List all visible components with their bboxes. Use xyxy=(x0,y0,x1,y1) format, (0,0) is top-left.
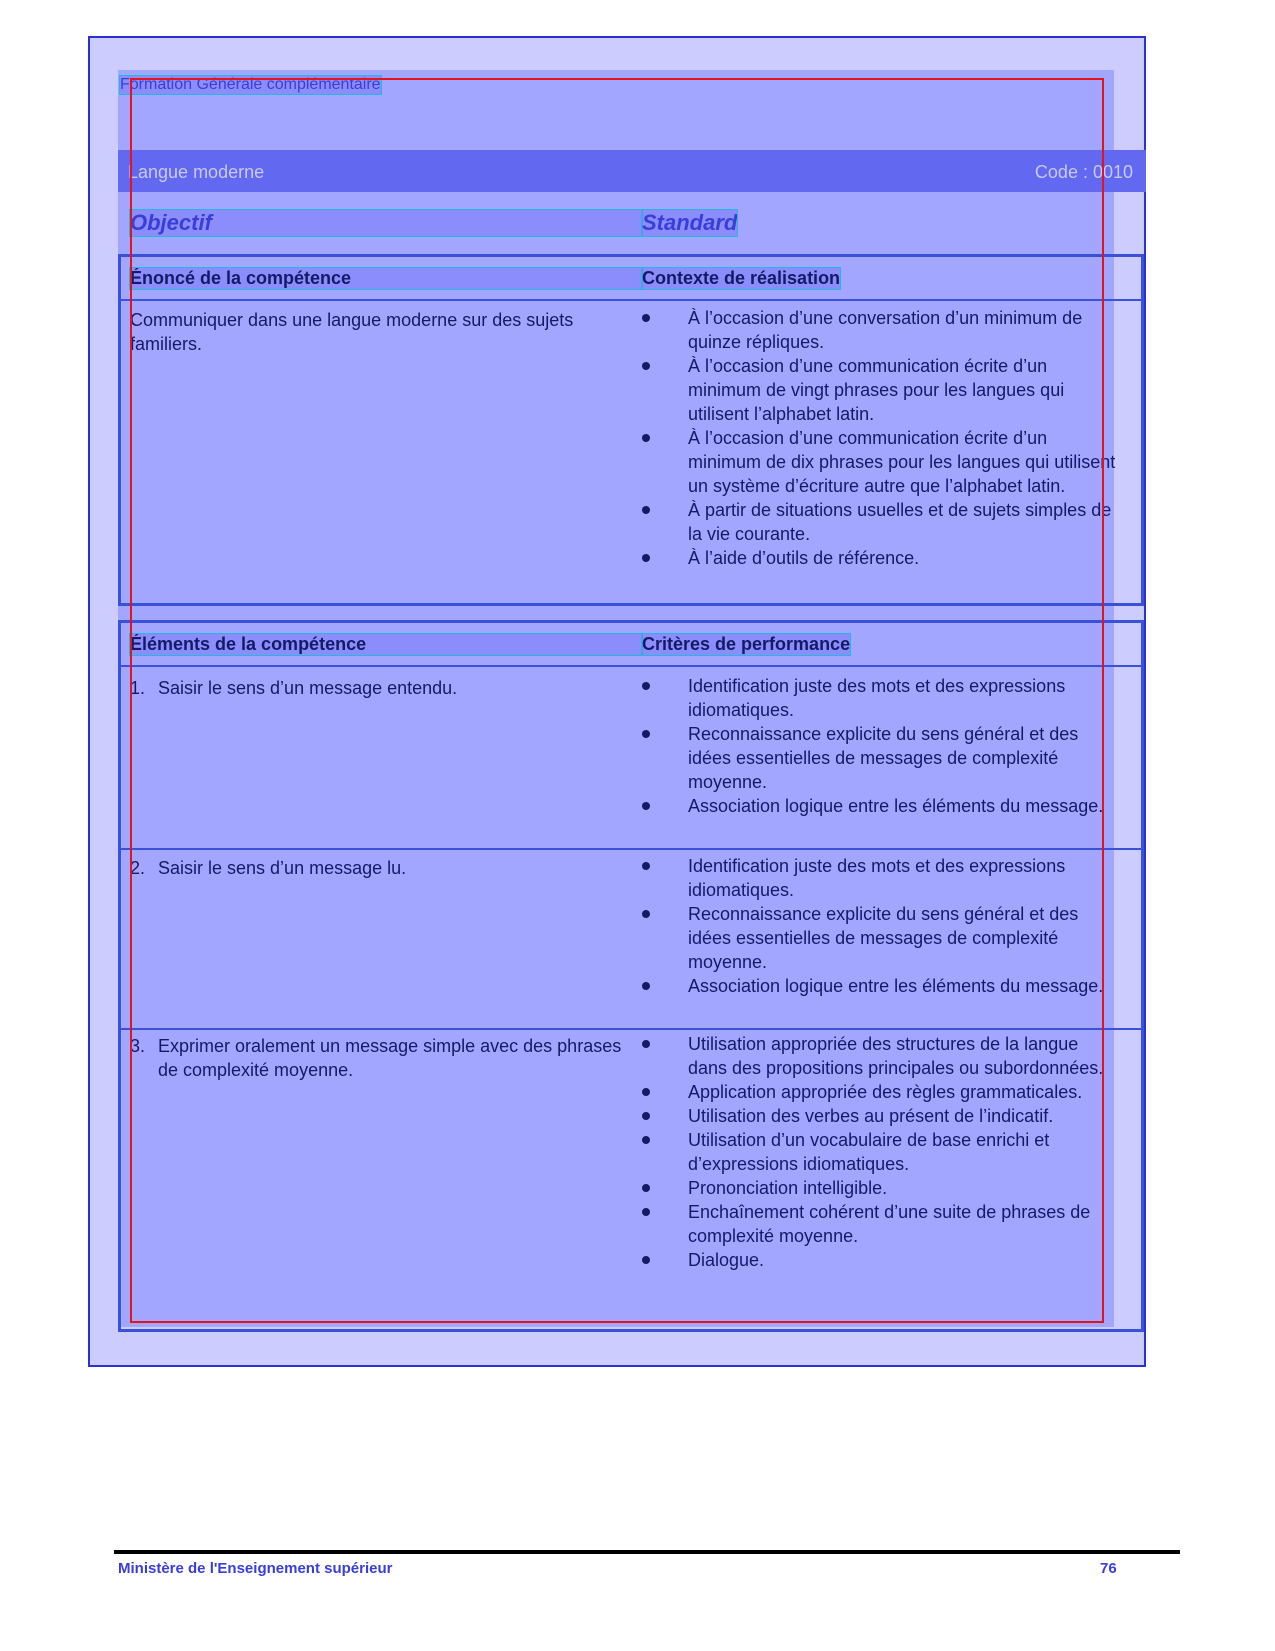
list-item: À l’occasion d’une communication écrite d’un minimum de dix phrases pour les langues qui utilisent un système d’écriture autre que l’alphabet latin. xyxy=(642,426,1122,498)
element-row-2: 2. Saisir le sens d’un message lu. xyxy=(130,858,407,878)
bullet-icon xyxy=(642,314,650,322)
list-item: Prononciation intelligible. xyxy=(642,1176,1122,1200)
bullet-icon xyxy=(642,730,650,738)
bullet-icon xyxy=(642,1040,650,1048)
bullet-icon xyxy=(642,506,650,514)
table-divider xyxy=(121,1028,1141,1030)
page-number: 76 xyxy=(1100,1560,1117,1577)
standard-heading: Standard xyxy=(642,210,738,235)
list-item: Application appropriée des règles grammaticales. xyxy=(642,1080,1122,1104)
bullet-icon xyxy=(642,1136,650,1144)
bullet-icon xyxy=(642,1088,650,1096)
bullet-icon xyxy=(642,910,650,918)
list-item: À partir de situations usuelles et de sujets simples de la vie courante. xyxy=(642,498,1122,546)
bullet-icon xyxy=(642,362,650,370)
title-band xyxy=(118,150,1146,192)
list-item: Dialogue. xyxy=(642,1248,1122,1272)
table-divider xyxy=(121,848,1141,850)
bullet-icon xyxy=(642,1256,650,1264)
course-code: Code : 0010 xyxy=(1034,162,1133,182)
list-item: Identification juste des mots et des expressions idiomatiques. xyxy=(642,854,1122,902)
bullet-icon xyxy=(642,682,650,690)
criteria-list xyxy=(642,674,1122,818)
enonce-text: Communiquer dans une langue moderne sur des sujets familiers. xyxy=(130,310,574,354)
contexte-list xyxy=(642,306,1122,570)
contexte-heading: Contexte de réalisation xyxy=(642,268,841,288)
element-row-3: 3. Exprimer oralement un message simple avec des phrases de complexité moyenne. xyxy=(130,1036,622,1080)
list-item: Identification juste des mots et des expressions idiomatiques. xyxy=(642,674,1122,722)
bullet-icon xyxy=(642,1208,650,1216)
list-item: Association logique entre les éléments du message. xyxy=(642,974,1122,998)
list-item: Utilisation d’un vocabulaire de base enrichi et d’expressions idiomatiques. xyxy=(642,1128,1122,1176)
criteria-list xyxy=(642,854,1122,998)
bullet-icon xyxy=(642,862,650,870)
list-item: Association logique entre les éléments du message. xyxy=(642,794,1122,818)
footer-ministry: Ministère de l'Enseignement supérieur xyxy=(118,1560,393,1577)
course-name: Langue moderne xyxy=(128,162,265,182)
elements-heading: Éléments de la compétence xyxy=(130,634,642,655)
list-item: À l’occasion d’une conversation d’un minimum de quinze répliques. xyxy=(642,306,1122,354)
list-item: À l’aide d’outils de référence. xyxy=(642,546,1122,570)
bullet-icon xyxy=(642,1184,650,1192)
element-row-1: 1. Saisir le sens d’un message entendu. xyxy=(130,678,458,698)
table-divider xyxy=(121,665,1141,667)
footer-rule xyxy=(114,1550,1180,1554)
bullet-icon xyxy=(642,802,650,810)
list-item: Utilisation appropriée des structures de la langue dans des propositions principales ou subordonnées. xyxy=(642,1032,1122,1080)
criteres-heading: Critères de performance xyxy=(642,634,851,654)
table-divider xyxy=(121,299,1141,301)
objectif-heading: Objectif xyxy=(130,210,642,236)
enonce-heading: Énoncé de la compétence xyxy=(130,268,642,289)
list-item: Enchaînement cohérent d’une suite de phrases de complexité moyenne. xyxy=(642,1200,1122,1248)
bullet-icon xyxy=(642,434,650,442)
list-item: À l’occasion d’une communication écrite d’un minimum de vingt phrases pour les langues qui utilisent l’alphabet latin. xyxy=(642,354,1122,426)
list-item: Reconnaissance explicite du sens général et des idées essentielles de messages de complexité moyenne. xyxy=(642,722,1122,794)
bullet-icon xyxy=(642,1112,650,1120)
section-title: Formation Générale complémentaire xyxy=(120,76,381,93)
bullet-icon xyxy=(642,982,650,990)
bullet-icon xyxy=(642,554,650,562)
list-item: Reconnaissance explicite du sens général et des idées essentielles de messages de complexité moyenne. xyxy=(642,902,1122,974)
criteria-list xyxy=(642,1032,1122,1272)
list-item: Utilisation des verbes au présent de l’indicatif. xyxy=(642,1104,1122,1128)
